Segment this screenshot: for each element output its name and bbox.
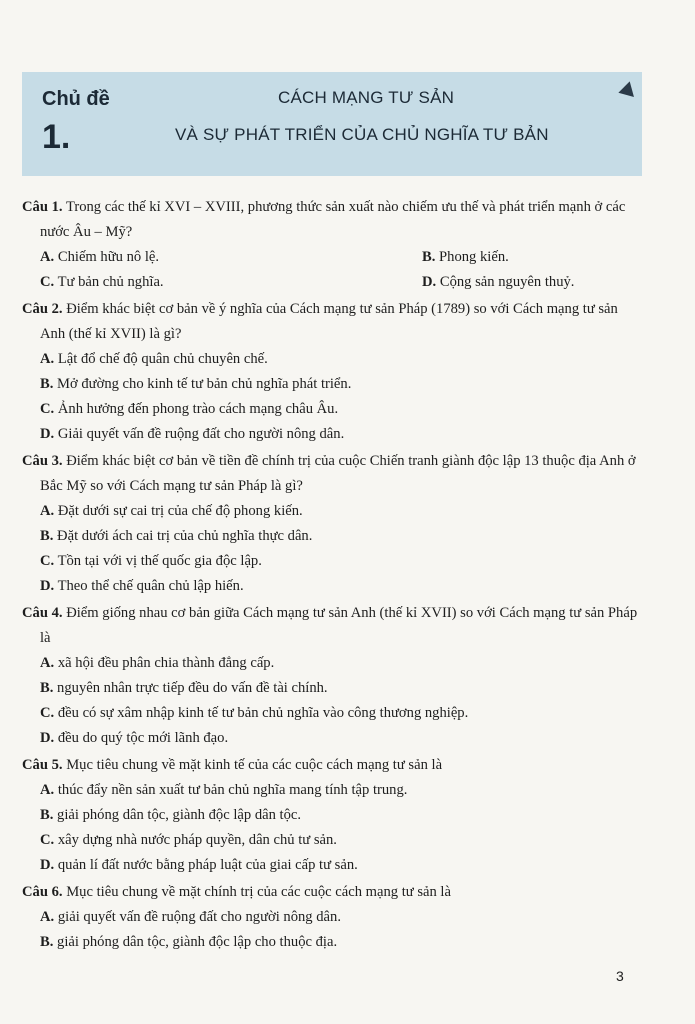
question-4 [22,601,642,751]
question-1 [22,195,642,295]
chapter-title-line1: CÁCH MẠNG TƯ SẢN [278,88,455,107]
question-number: Câu 1. [22,199,63,215]
option-a: A. Chiếm hữu nô lệ. [40,249,159,265]
option-a: A. xã hội đều phân chia thành đẳng cấp. [40,655,275,671]
option-a: A. Lật đổ chế độ quân chủ chuyên chế. [40,351,268,367]
option-d: D. Theo thể chế quân chủ lập hiến. [40,578,244,594]
option-a: A. giải quyết vấn đề ruộng đất cho người nông dân. [40,909,341,925]
question-number: Câu 2. [22,301,63,317]
question-text: Câu 3. Điểm khác biệt cơ bản về tiền đề chính trị của cuộc Chiến tranh giành độc lập 13 thuộc địa Anh ở Bắc Mỹ so với Cách mạng tư sản Pháp là gì? [22,453,636,494]
option-d: D. Giải quyết vấn đề ruộng đất cho người nông dân. [40,426,345,442]
question-text: Câu 2. Điểm khác biệt cơ bản về ý nghĩa của Cách mạng tư sản Pháp (1789) so với Cách mạng tư sản Anh (thế kỉ XVII) là gì? [22,301,618,342]
option-row [22,245,642,270]
question-text: Câu 6. Mục tiêu chung về mặt chính trị của các cuộc cách mạng tư sản là [22,884,451,900]
option-d: D. Cộng sản nguyên thuỷ. [422,274,575,290]
question-5 [22,753,642,878]
option-b: B. giải phóng dân tộc, giành độc lập dân tộc. [40,807,302,823]
question-list [22,195,642,957]
option-b: B. Phong kiến. [422,249,509,265]
option-b: B. nguyên nhân trực tiếp đều do vấn đề tài chính. [40,680,328,696]
option-b: B. Đặt dưới ách cai trị của chủ nghĩa thực dân. [40,528,313,544]
option-c: C. đều có sự xâm nhập kinh tế tư bản chủ nghĩa vào công thương nghiệp. [40,705,469,721]
question-text: Câu 1. Trong các thế kỉ XVI – XVIII, phương thức sản xuất nào chiếm ưu thế và phát triển mạnh ở các nước Âu – Mỹ? [22,199,626,240]
option-a: A. thúc đẩy nền sản xuất tư bản chủ nghĩa mang tính tập trung. [40,782,408,798]
option-a: A. Đặt dưới sự cai trị của chế độ phong kiến. [40,503,303,519]
option-c: C. xây dựng nhà nước pháp quyền, dân chủ tư sản. [40,832,337,848]
question-number: Câu 4. [22,605,63,621]
option-b: B. Mở đường cho kinh tế tư bản chủ nghĩa phát triển. [40,376,352,392]
question-text: Câu 5. Mục tiêu chung về mặt kinh tế của các cuộc cách mạng tư sản là [22,757,443,773]
question-number: Câu 3. [22,453,63,469]
option-b: B. giải phóng dân tộc, giành độc lập cho thuộc địa. [40,934,338,950]
option-c: C. Tồn tại với vị thế quốc gia độc lập. [40,553,262,569]
page-number: 3 [616,968,624,984]
question-text: Câu 4. Điểm giống nhau cơ bản giữa Cách mạng tư sản Anh (thế kỉ XVII) so với Cách mạng tư sản Pháp là [22,605,638,646]
question-6 [22,880,642,955]
option-c: C. Ảnh hưởng đến phong trào cách mạng châu Âu. [40,401,339,417]
option-c: C. Tư bản chủ nghĩa. [40,274,164,290]
chapter-label: Chủ đề [42,88,110,110]
chapter-title-line2: VÀ SỰ PHÁT TRIỂN CỦA CHỦ NGHĨA TƯ BẢN [175,125,549,144]
question-2 [22,297,642,447]
option-row [22,270,642,295]
question-number: Câu 5. [22,757,63,773]
option-d: D. quản lí đất nước bằng pháp luật của giai cấp tư sản. [40,857,358,873]
question-3 [22,449,642,599]
option-d: D. đều do quý tộc mới lãnh đạo. [40,730,229,746]
chapter-number: 1. [42,118,71,156]
question-number: Câu 6. [22,884,63,900]
